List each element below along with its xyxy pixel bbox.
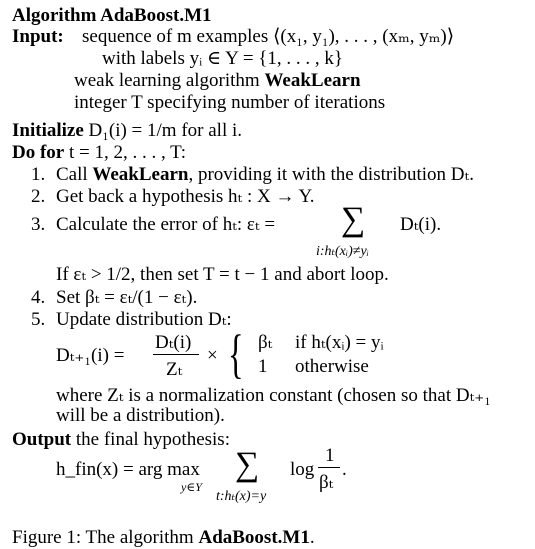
output-end-period: . [342,459,347,480]
input-line-1: sequence of m examples ⟨(x₁, y₁), . . . , (xₘ, yₘ)⟩ [82,26,455,47]
argmax-subscript: y∈Y [181,480,202,494]
step-2-text: Get back a hypothesis hₜ : X → Y. [56,186,315,207]
case-2-value: 1 [258,356,268,377]
step-1-pre: Call [56,164,88,185]
update-frac-denominator: Zₜ [166,359,183,380]
algorithm-title: AdaBoost.M1 [100,5,212,26]
left-brace: { [228,324,244,384]
input-line-3-name: WeakLearn [264,70,361,91]
output-label: Output [12,429,72,450]
output-frac-denominator: βₜ [319,472,334,493]
step-2-number: 2. [31,186,46,207]
output-fraction-bar [318,467,340,468]
step-4-text: Set βₜ = εₜ/(1 − εₜ). [56,287,198,308]
initialize-label: Initialize [12,120,84,141]
where-line-2: will be a distribution). [56,405,225,426]
step-3-text: Calculate the error of hₜ: εₜ = [56,214,276,235]
step-1-post: , providing it with the distribution Dₜ. [188,164,474,185]
input-line-4: integer T specifying number of iterations [74,92,386,113]
output-line [12,430,230,449]
output-sum-subscript: t:hₜ(x)=y [216,489,267,504]
step-5-text: Update distribution Dₜ: [56,309,232,330]
step-3-sum-subscript: i:hₜ(xᵢ)≠yᵢ [316,244,369,259]
case-1-condition: if hₜ(xᵢ) = yᵢ [295,332,384,353]
do-for-line [12,143,186,162]
step-5-number: 5. [31,309,46,330]
case-1-value: βₜ [258,332,273,353]
step-1-number: 1. [31,164,46,185]
initialize-text: D₁(i) = 1/m for all i. [88,120,243,141]
step-1-text [56,165,474,184]
input-line-3-prefix: weak learning algorithm [74,70,260,91]
do-for-label: Do for [12,142,65,163]
initialize-line [12,121,242,140]
step-3-rhs: Dₜ(i). [400,214,442,235]
final-hypothesis-lhs: h_fin(x) = arg max [56,459,200,480]
output-log: log [290,459,315,480]
figure-caption [12,528,315,547]
input-label: Input: [12,26,64,47]
algorithm-header [12,6,212,25]
step-3-sum-symbol: ∑ [341,201,366,238]
update-times-symbol: × [207,345,218,366]
step-3-number: 3. [31,214,46,235]
where-line-1: where Zₜ is a normalization constant (chosen so that Dₜ₊₁ [56,385,491,406]
update-frac-numerator: Dₜ(i) [155,332,192,353]
caption-name: AdaBoost.M1 [198,527,310,548]
output-text: the final hypothesis: [75,429,230,450]
input-line-2: with labels yᵢ ∈ Y = {1, . . . , k} [102,48,344,69]
case-2-condition: otherwise [295,356,369,377]
do-for-text: t = 1, 2, . . . , T: [68,142,187,163]
caption-end: . [309,527,315,548]
input-line-3 [74,71,361,90]
update-lhs: Dₜ₊₁(i) = [56,345,125,366]
update-fraction-bar [153,354,199,355]
output-sum-symbol: ∑ [235,446,260,483]
output-frac-numerator: 1 [325,445,335,466]
abort-condition-line: If εₜ > 1/2, then set T = t − 1 and abort loop. [56,264,389,285]
algorithm-label: Algorithm [12,5,97,26]
step-4-number: 4. [31,287,46,308]
caption-prefix: Figure 1: The algorithm [12,527,194,548]
step-1-weaklearn: WeakLearn [92,164,189,185]
